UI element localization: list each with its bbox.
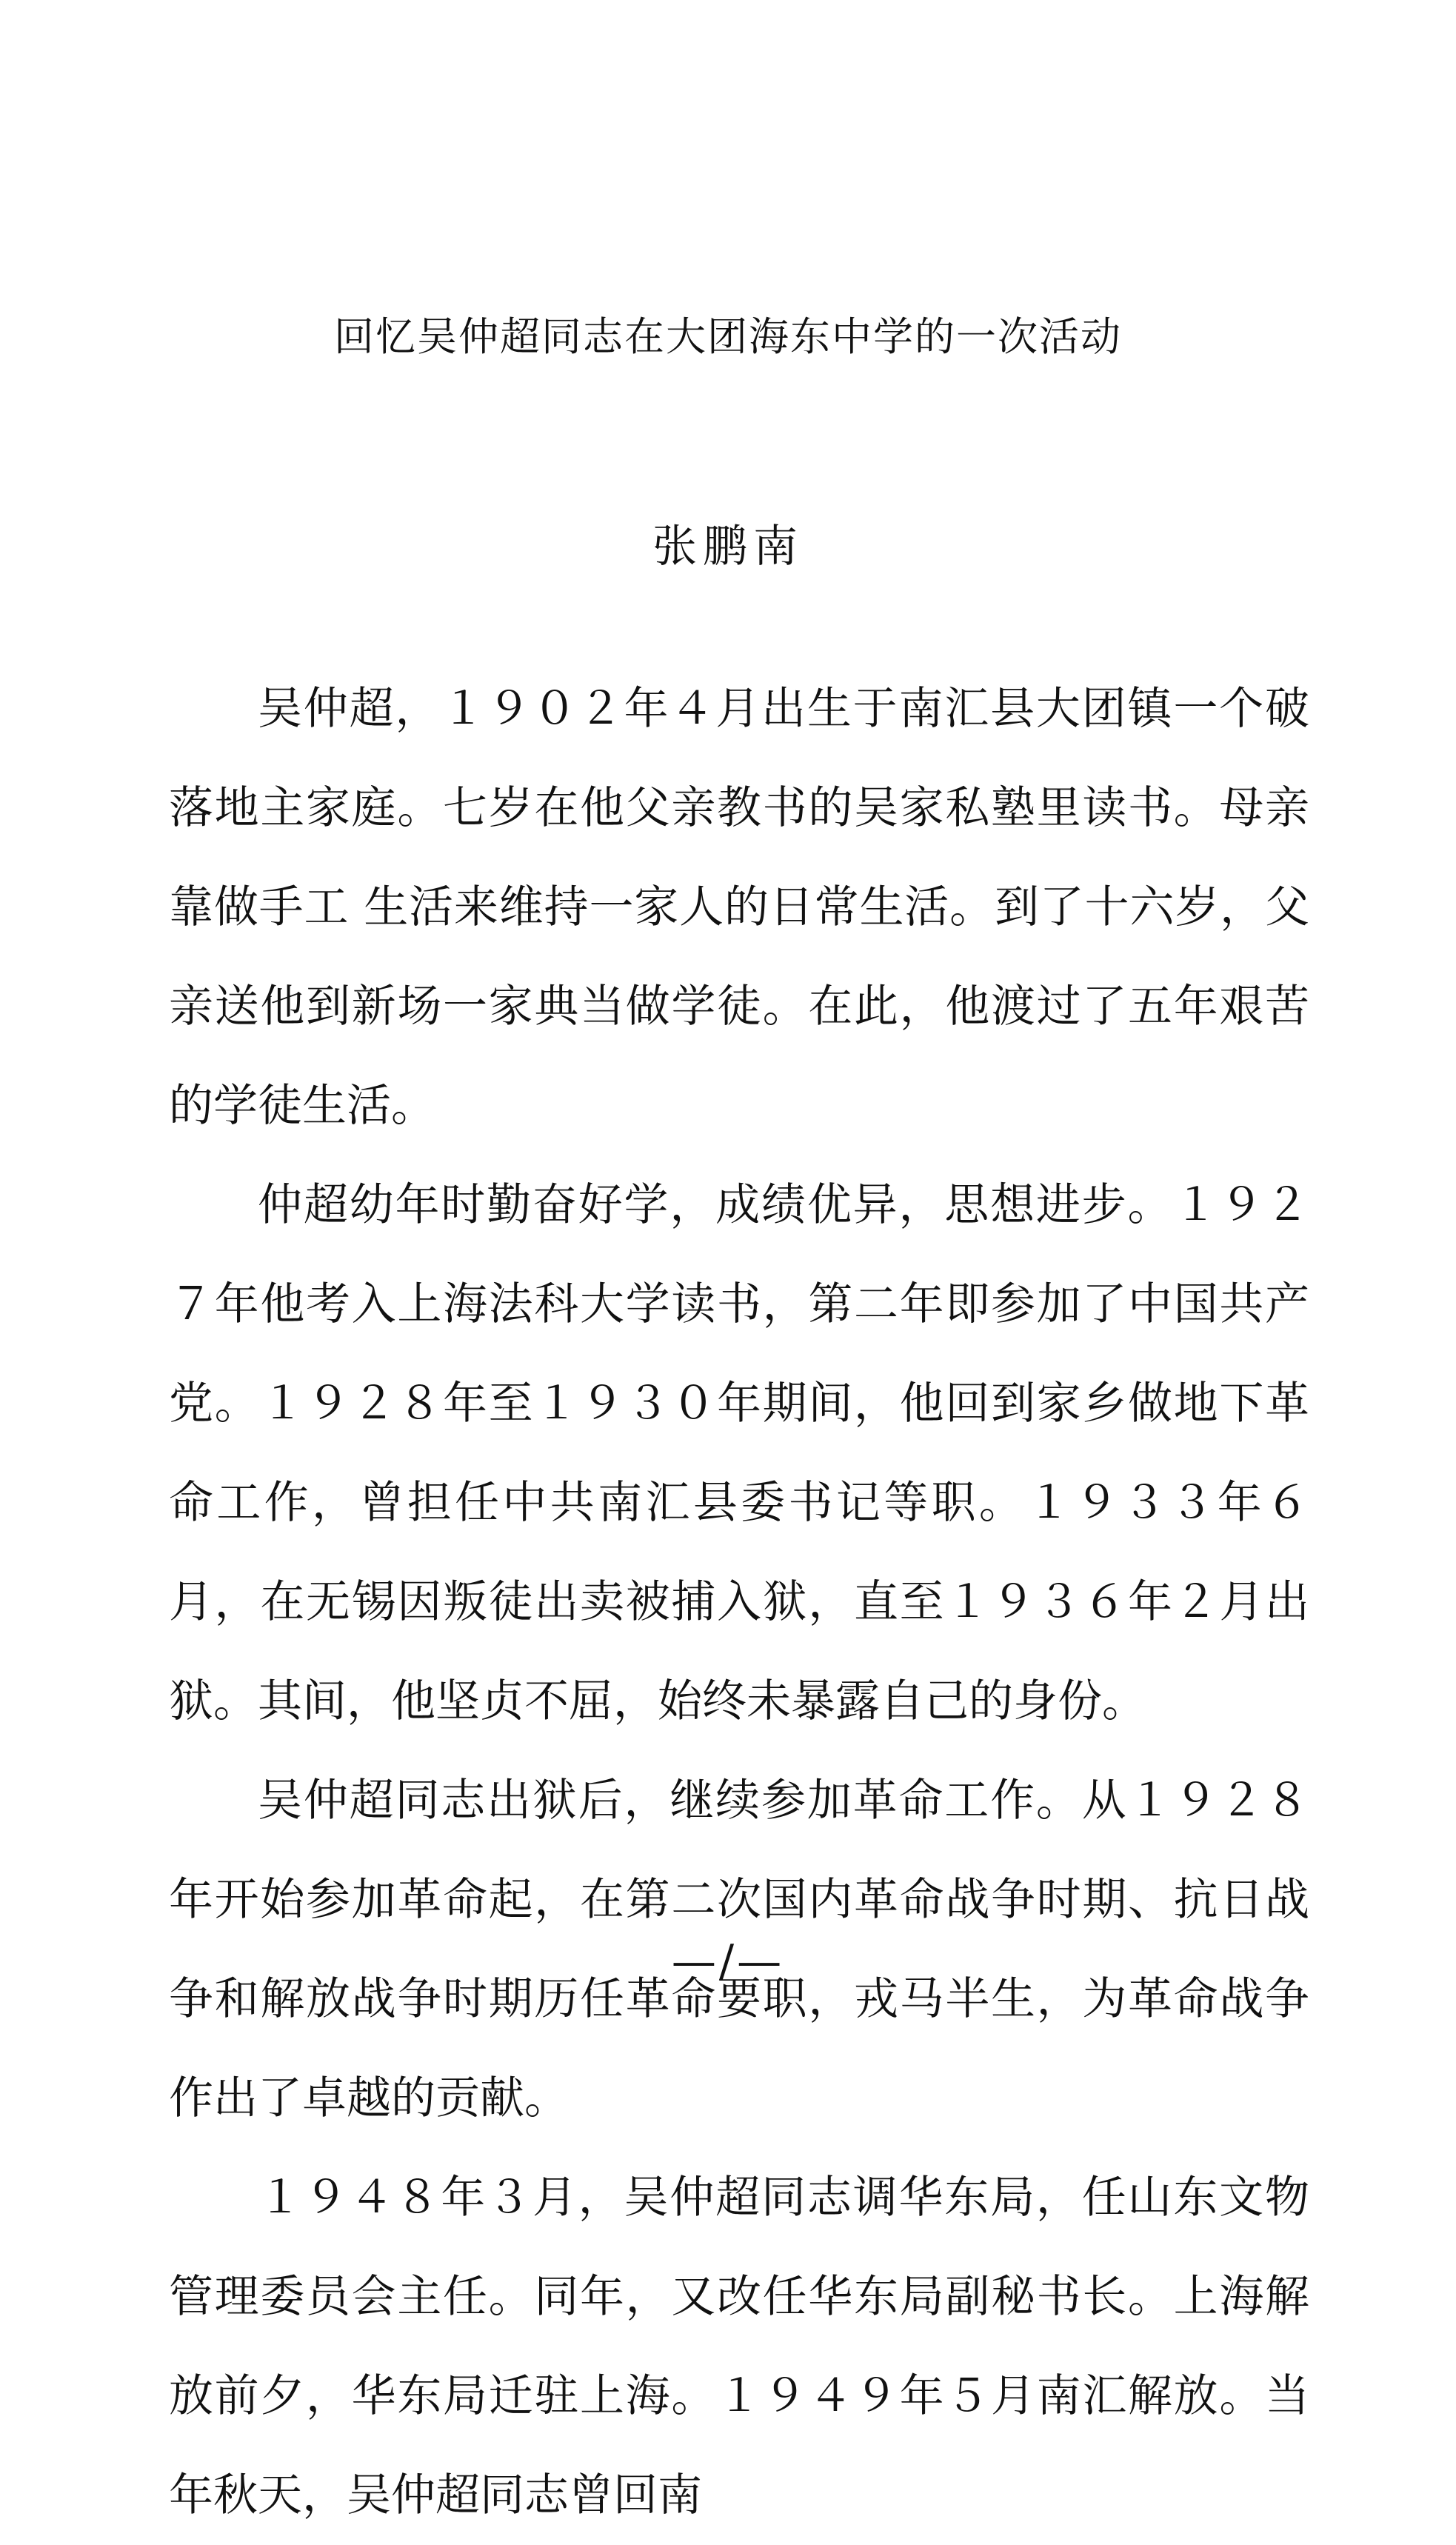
page-number: —/— [671,1935,785,1987]
paragraph-4: １９４８年３月，吴仲超同志调华东局，任山东文物管理委员会主任。同年，又改任华东局副秘书长。上海解放前夕，华东局迁驻上海。１９４９年５月南汇解放。当年秋天，吴仲超同志曾回南 [169,2172,1309,2521]
paragraph-1: 吴仲超，１９０２年４月出生于南汇县大团镇一个破落地主家庭。七岁在他父亲教书的吴家私塾里读书。母亲靠做手工 生活来维持一家人的日常生活。到了十六岁，父亲送他到新场一家典当做学徒。在此，他渡过了五年艰苦的学徒生活。 [169,683,1309,1132]
author-name: 张鹏南 [652,521,804,573]
paragraph-3: 吴仲超同志出狱后，继续参加革命工作。从１９２８年开始参加革命起，在第二次国内革命战争时期、抗日战争和解放战争时期历任革命要职，戎马半生，为革命战争作出了卓越的贡献。 [169,1775,1309,2124]
article-title: 回忆吴仲超同志在大团海东中学的一次活动 [334,313,1122,360]
article-body [169,659,1309,2545]
paragraph-2: 仲超幼年时勤奋好学，成绩优异，思想进步。１９２７年他考入上海法科大学读书，第二年即参加了中国共产党。１９２８年至１９３０年期间，他回到家乡做地下革命工作，曾担任中共南汇县委书记等职。１９３３年６月，在无锡因叛徒出卖被捕入狱，直至１９３６年２月出狱。其间，他坚贞不屈，始终未暴露自己的身份。 [169,1179,1309,1727]
